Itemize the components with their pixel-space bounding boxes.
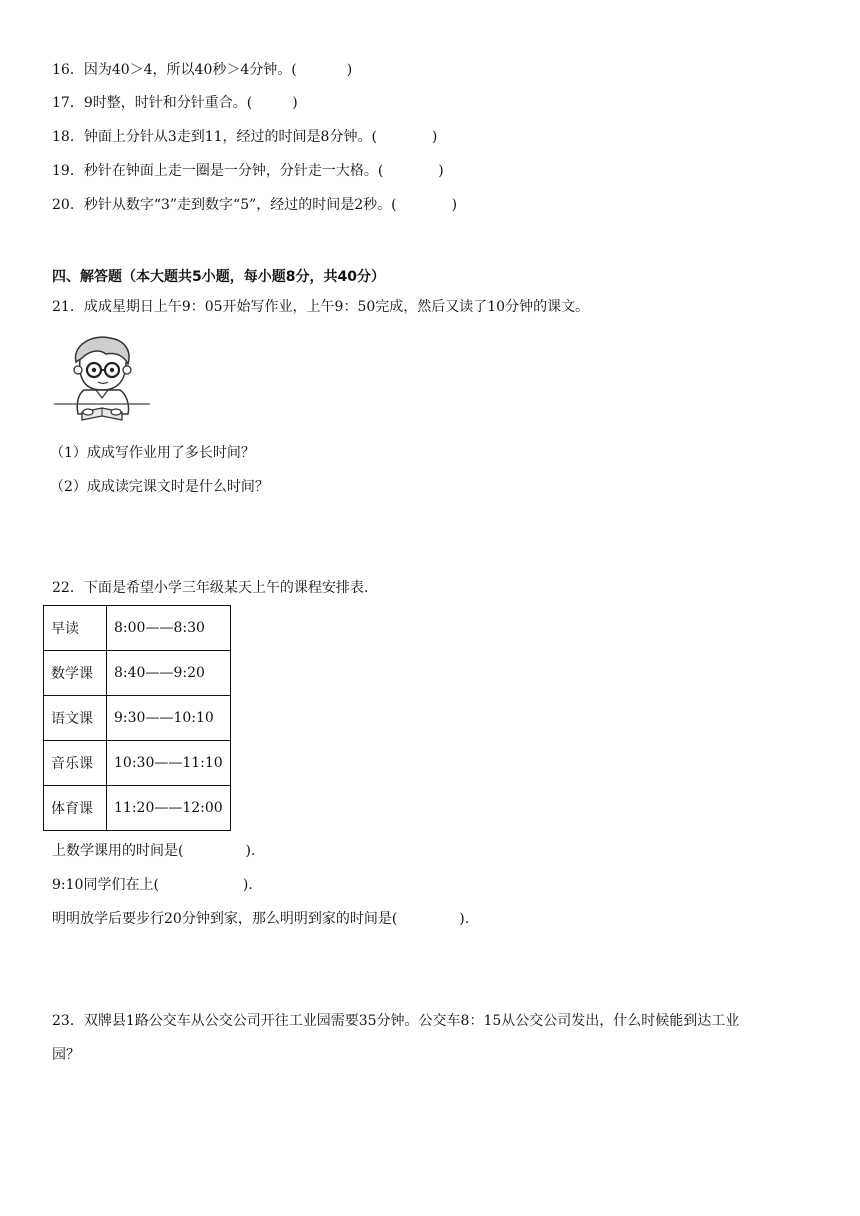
question-22 bbox=[52, 578, 368, 598]
question-23 bbox=[52, 1011, 739, 1031]
question-23-continued: 园？ bbox=[52, 1047, 80, 1063]
question-number: 23． bbox=[52, 1013, 84, 1029]
question-number: 18． bbox=[52, 129, 84, 145]
question-number: 19． bbox=[52, 163, 84, 179]
blank-prefix: 明明放学后要步行20分钟到家，那么明明到家的时间是( bbox=[52, 911, 398, 927]
question-text: 下面是希望小学三年级某天上午的课程安排表. bbox=[83, 580, 369, 596]
subject-cell: 语文课 bbox=[44, 696, 107, 741]
question-number: 16． bbox=[52, 62, 84, 78]
blank-close: ) bbox=[451, 197, 458, 213]
question-22-blank-1 bbox=[52, 841, 255, 861]
question-number: 17． bbox=[52, 95, 84, 111]
table-row bbox=[44, 651, 231, 696]
subject-cell: 体育课 bbox=[44, 786, 107, 831]
question-22-blank-2 bbox=[52, 875, 253, 895]
question-text: 秒针从数字“3”走到数字“5”，经过的时间是2秒。( bbox=[83, 197, 397, 213]
table-row bbox=[44, 741, 231, 786]
time-cell: 8:00——8:30 bbox=[107, 606, 231, 651]
question-text: 钟面上分针从3走到11，经过的时间是8分钟。( bbox=[83, 129, 377, 145]
question-20 bbox=[52, 195, 457, 215]
question-text: 9时整，时针和分针重合。( bbox=[83, 95, 253, 111]
question-text: 因为40＞4，所以40秒＞4分钟。( bbox=[83, 62, 297, 78]
section-heading: 四、解答题（本大题共5小题，每小题8分，共40分） bbox=[52, 269, 385, 285]
schedule-table bbox=[43, 605, 231, 831]
table-row bbox=[44, 606, 231, 651]
question-21 bbox=[52, 297, 589, 317]
question-19 bbox=[52, 161, 444, 181]
time-cell: 8:40——9:20 bbox=[107, 651, 231, 696]
question-number: 21． bbox=[52, 299, 84, 315]
subject-cell: 早读 bbox=[44, 606, 107, 651]
table-row bbox=[44, 696, 231, 741]
question-22-blank-3 bbox=[52, 909, 469, 929]
blank-close: ) bbox=[292, 95, 298, 111]
time-cell: 10:30——11:10 bbox=[107, 741, 231, 786]
table-row bbox=[44, 786, 231, 831]
question-21-sub-2: （2）成成读完课文时是什么时间？ bbox=[50, 479, 269, 495]
time-cell: 9:30——10:10 bbox=[107, 696, 231, 741]
subject-cell: 音乐课 bbox=[44, 741, 107, 786]
blank-prefix: 9:10同学们在上( bbox=[52, 877, 159, 893]
blank-close: ) bbox=[431, 129, 438, 145]
question-number: 22． bbox=[52, 580, 84, 596]
time-cell: 11:20——12:00 bbox=[107, 786, 231, 831]
question-text: 秒针在钟面上走一圈是一分钟，分针走一大格。( bbox=[83, 163, 384, 179]
boy-reading-illustration bbox=[54, 332, 150, 424]
blank-prefix: 上数学课用的时间是( bbox=[52, 843, 184, 859]
question-text: 成成星期日上午9：05开始写作业，上午9：50完成，然后又读了10分钟的课文。 bbox=[83, 299, 590, 315]
question-16 bbox=[52, 60, 352, 80]
question-21-sub-1: （1）成成写作业用了多长时间？ bbox=[50, 445, 255, 461]
blank-close: ) bbox=[346, 62, 353, 78]
blank-suffix: ). bbox=[245, 843, 256, 859]
blank-suffix: ). bbox=[242, 877, 253, 893]
question-text: 双牌县1路公交车从公交公司开往工业园需要35分钟。公交车8：15从公交公司发出，什么时候能到达工业 bbox=[83, 1013, 740, 1029]
question-18 bbox=[52, 127, 437, 147]
subject-cell: 数学课 bbox=[44, 651, 107, 696]
blank-close: ) bbox=[438, 163, 444, 179]
question-17 bbox=[52, 93, 298, 113]
question-number: 20． bbox=[52, 197, 84, 213]
blank-suffix: ). bbox=[459, 911, 470, 927]
